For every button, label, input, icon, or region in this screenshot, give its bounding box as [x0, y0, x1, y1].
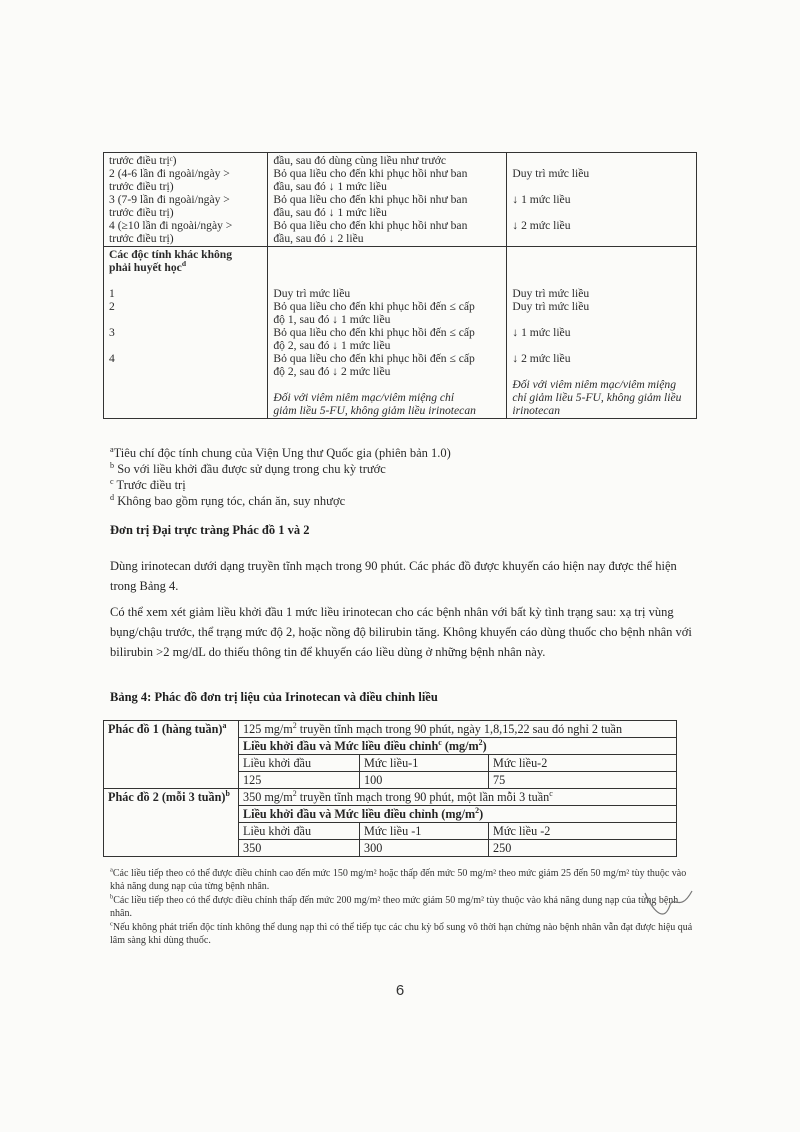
dose-value: 100	[360, 772, 489, 789]
sub-header-cell: Liều khởi đầu và Mức liều điều chỉnh$^c$ $(mg/m^2)$	[239, 738, 677, 755]
table-title: Bảng 4: Phác đồ đơn trị liệu của Irinotecan và điều chỉnh liều	[110, 690, 438, 704]
regimen-name-cell: Phác đồ 2 (mỗi 3 tuần)$^b$	[104, 789, 239, 857]
cell-line: đầu, sau đó dùng cùng liều như trước	[273, 154, 446, 167]
cell-line: Bỏ qua liều cho đến khi phục hồi như ban	[273, 193, 468, 206]
cell-line: Duy trì mức liều	[273, 287, 351, 300]
toxicity-table	[103, 152, 697, 419]
dose-cell: 350 $mg/m^2$ truyền tĩnh mạch trong 90 phút, một lần mỗi 3 tuần$^c$	[239, 789, 677, 806]
section-heading: Đơn trị Đại trực tràng Phác đồ 1 và 2	[110, 523, 310, 537]
table-row	[104, 721, 677, 738]
cell-note: chỉ giảm liều 5-FU, không giảm liều	[512, 391, 682, 404]
table-row	[104, 247, 697, 419]
cycle-action-cell	[268, 153, 507, 247]
cell-note: irinotecan	[512, 404, 561, 417]
cell-line: độ 2, sau đó ↓ 2 mức liều	[273, 365, 391, 378]
cell-line: trước điều trịᶜ)	[109, 154, 177, 167]
cell-line: 4 (≥10 lần đi ngoài/ngày >	[109, 219, 233, 232]
next-cycle-cell	[507, 247, 697, 419]
cell-line: ↓ 1 mức liều	[512, 193, 571, 206]
cell-note: Đối với viêm niêm mạc/viêm miệng chỉ	[273, 391, 455, 404]
table-row	[104, 153, 697, 247]
cell-line: độ 1, sau đó ↓ 1 mức liều	[273, 313, 391, 326]
cell-line: độ 2, sau đó ↓ 1 mức liều	[273, 339, 391, 352]
cell-line: trước điều trị)	[109, 180, 174, 193]
dose-value: 300	[360, 840, 489, 857]
footnote: $^c$Nếu không phát triển độc tính không thể dung nạp thì có thể tiếp tục các chu kỳ bổ sung vô thời hạn chừng nào bệnh nhân vẫn đạt được hiệu quả lâm sàng khi dùng thuốc.	[110, 920, 693, 946]
cell-line: đầu, sau đó ↓ 2 liều	[273, 232, 364, 245]
footnote: $^a$Tiêu chí độc tính chung của Viện Ung thư Quốc gia (phiên bản 1.0)	[110, 444, 451, 460]
dose-value: 125	[239, 772, 360, 789]
cell-line: Duy trì mức liều	[512, 300, 590, 313]
cell-line: ↓ 1 mức liều	[512, 326, 571, 339]
cell-line: trước điều trị)	[109, 232, 174, 245]
sub-header-cell: Liều khởi đầu và Mức liều điều chỉnh $(mg/m^2)$	[239, 806, 677, 823]
footnote: $^b$Các liều tiếp theo có thể được điều chỉnh thấp đến mức 200 mg/m² theo mức giảm 50 mg/m² tùy thuộc vào khả năng dung nạp của từng bệnh nhân.	[110, 893, 679, 919]
cell-line: 3 (7-9 lần đi ngoài/ngày >	[109, 193, 230, 206]
footnote: $^b$ So với liều khởi đầu được sử dụng trong chu kỳ trước	[110, 460, 386, 476]
cell-line: trước điều trị)	[109, 206, 174, 219]
dose-cell: 125 $mg/m^2$ truyền tĩnh mạch trong 90 phút, ngày 1,8,15,22 sau đó nghỉ 2 tuần	[239, 721, 677, 738]
grade-label: 1	[109, 287, 115, 300]
paragraph: Có thể xem xét giảm liều khởi đầu 1 mức liều irinotecan cho các bệnh nhân với bất kỳ tình trạng sau: xạ trị vùng bụng/chậu trước, thể trạng mức độ 2, hoặc nồng độ bilirubin tăng. Không khuyến cáo dùng thuốc cho bệnh nhân với bilirubin >2 mg/dL do thiếu thông tin để khuyến cáo liều dùng ở những bệnh nhân này.	[110, 605, 692, 659]
dose-value: 350	[239, 840, 360, 857]
col-header: Liều khởi đầu	[239, 755, 360, 772]
cell-line: Bỏ qua liều cho đến khi phục hồi như ban	[273, 219, 468, 232]
cell-line: ↓ 2 mức liều	[512, 219, 571, 232]
cell-line: Duy trì mức liều	[512, 167, 590, 180]
cell-line: đầu, sau đó ↓ 1 mức liều	[273, 180, 387, 193]
grade-label: 2	[109, 300, 115, 313]
cell-line: Bỏ qua liều cho đến khi phục hồi đến ≤ cấp	[273, 300, 475, 313]
cell-line: Bỏ qua liều cho đến khi phục hồi như ban	[273, 167, 468, 180]
paragraph: Dùng irinotecan dưới dạng truyền tĩnh mạch trong 90 phút. Các phác đồ được khuyến cáo hiện nay được thể hiện trong Bảng 4.	[110, 559, 677, 593]
col-header: Mức liều -2	[489, 823, 677, 840]
grade-label: 4	[109, 352, 115, 365]
page-number: 6	[395, 982, 405, 999]
col-header: Liều khởi đầu	[239, 823, 360, 840]
grade-cell	[104, 153, 268, 247]
footnote: $^d$ Không bao gồm rụng tóc, chán ăn, suy nhược	[110, 492, 346, 508]
handwritten-mark-icon	[640, 885, 700, 925]
cell-line: ↓ 2 mức liều	[512, 352, 571, 365]
cell-note: Đối với viêm niêm mạc/viêm miệng	[512, 378, 676, 391]
col-header: Mức liều-2	[489, 755, 677, 772]
cell-line: Bỏ qua liều cho đến khi phục hồi đến ≤ cấp	[273, 326, 475, 339]
dose-value: 75	[489, 772, 677, 789]
cell-line: đầu, sau đó ↓ 1 mức liều	[273, 206, 387, 219]
next-cycle-cell	[507, 153, 697, 247]
cell-line: Duy trì mức liều	[512, 287, 590, 300]
grade-cell	[104, 247, 268, 419]
footnote: $^a$Các liều tiếp theo có thể được điều chỉnh cao đến mức 150 mg/m² hoặc thấp đến mức 50 mg/m² theo mức giảm 25 đến 50 mg/m² tùy thuộc vào khả năng dung nạp của từng bệnh nhân.	[110, 866, 687, 892]
cell-line: 2 (4-6 lần đi ngoài/ngày >	[109, 167, 230, 180]
row-heading: Các độc tính khác không phải huyết học$^d$	[109, 248, 233, 274]
regimen-table	[103, 720, 677, 857]
cell-note: giảm liều 5-FU, không giảm liều irinotecan	[273, 404, 476, 417]
dose-value: 250	[489, 840, 677, 857]
regimen-name-cell: Phác đồ 1 (hàng tuần)$^a$	[104, 721, 239, 789]
cycle-action-cell	[268, 247, 507, 419]
footnote: $^c$ Trước điều trị	[110, 476, 186, 492]
col-header: Mức liều -1	[360, 823, 489, 840]
cell-line: Bỏ qua liều cho đến khi phục hồi đến ≤ cấp	[273, 352, 475, 365]
col-header: Mức liều-1	[360, 755, 489, 772]
table-row	[104, 789, 677, 806]
grade-label: 3	[109, 326, 115, 339]
